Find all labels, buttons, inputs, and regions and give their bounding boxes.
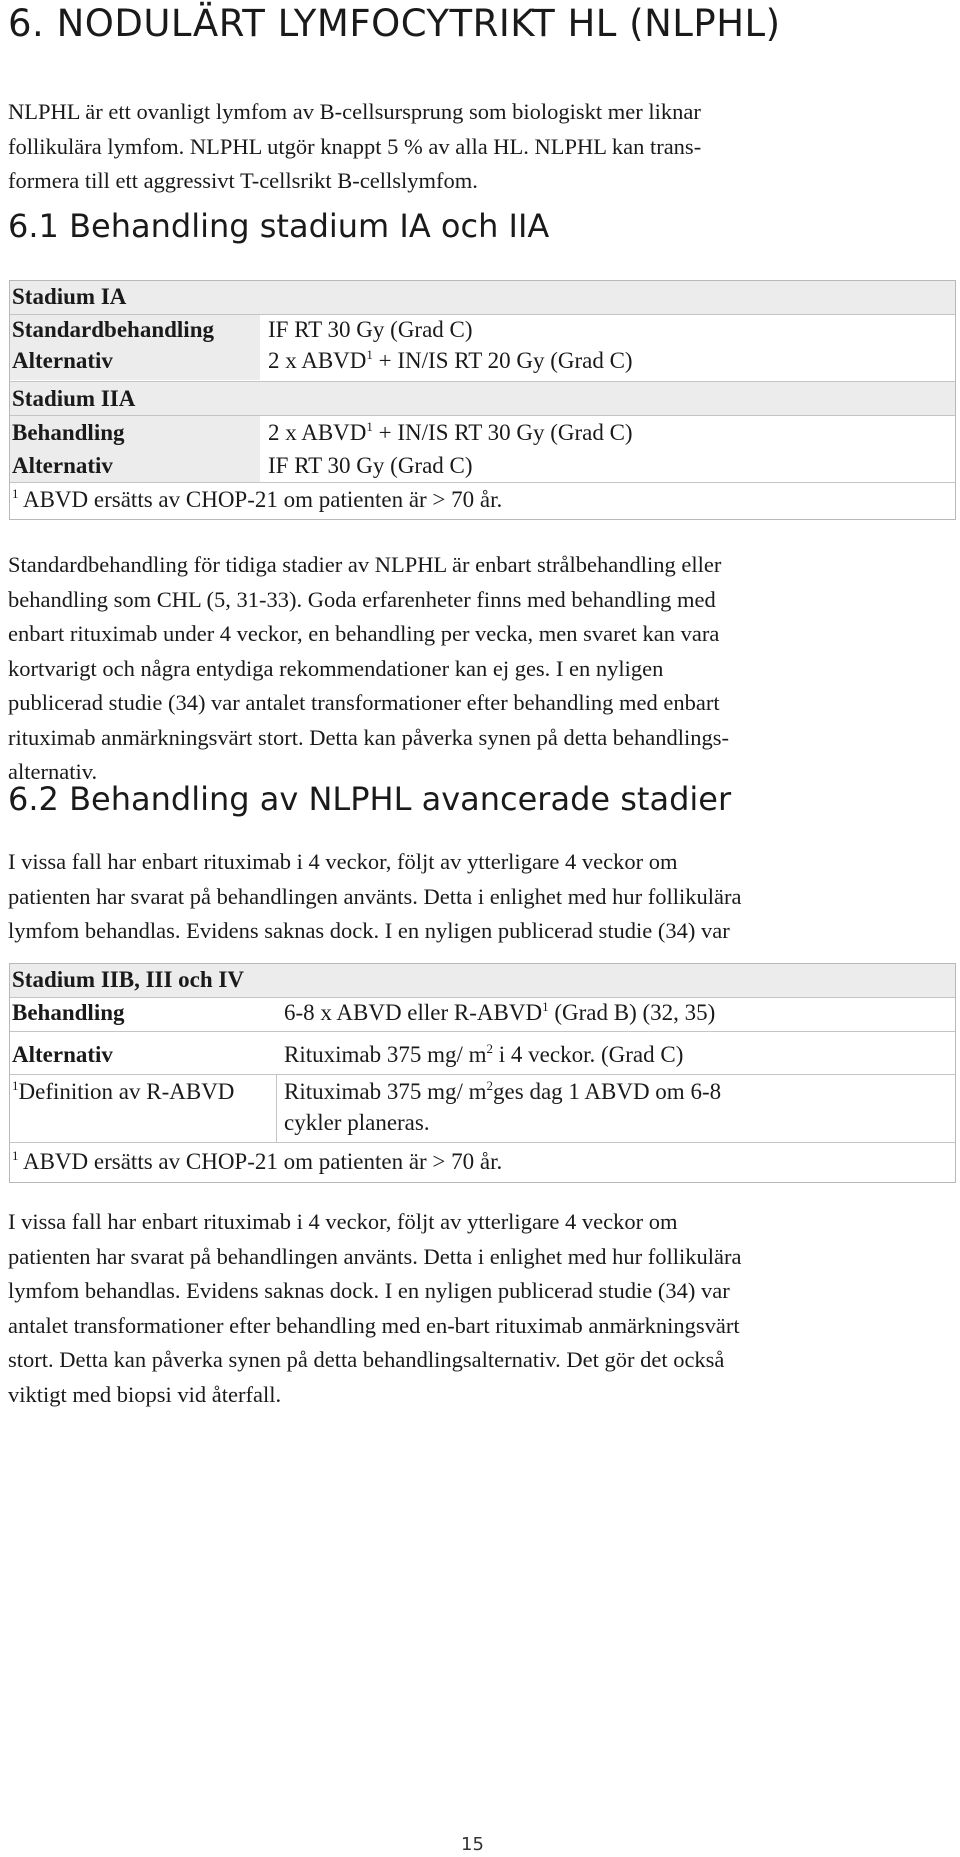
closing-paragraph — [8, 1205, 956, 1412]
alternativ-value: 2 x $ABVD^1 + IN/IS$ RT 20 Gy (Grad C) — [268, 347, 633, 373]
stadium-iia-label: Stadium IIA — [12, 386, 136, 411]
paragraph-line: rituximab anmärkningsvärt stort. Detta kan påverka synen på detta behandlings- — [8, 724, 730, 750]
alternativ-label: Alternativ — [12, 453, 113, 478]
table-row-header — [10, 964, 955, 997]
intro-line: NLPHL är ett ovanligt lymfom av B-cellsursprung som biologiskt mer liknar — [8, 99, 701, 124]
paragraph-line: enbart rituximab under 4 veckor, en behandling per vecka, men svaret kan vara — [8, 621, 720, 646]
paragraph-line: alternativ. — [8, 759, 98, 784]
definition-label: $^1$Definition av R-ABVD — [12, 1078, 235, 1104]
paragraph-line: antalet transformationer efter behandling med en-bart rituximab anmärkningsvärt — [8, 1312, 740, 1338]
table-footnote: $^1$ ABVD ersätts av CHOP-21 om patienten är > 70 år. — [12, 486, 503, 512]
chapter-heading: 6. NODULÄRT LYMFOCYTRIKT HL (NLPHL) — [8, 2, 781, 45]
section-6-2-heading: 6.2 Behandling av NLPHL avancerade stadier — [8, 780, 732, 818]
paragraph-line: Standardbehandling för tidiga stadier av NLPHL är enbart strålbehandling eller — [8, 552, 722, 577]
standardbehandling-value: IF RT 30 Gy (Grad C) — [268, 317, 473, 342]
paragraph-line: behandling som CHL (5, 31-33). Goda erfarenheter finns med behandling med — [8, 586, 716, 612]
table-divider — [10, 482, 955, 483]
paragraph-line: publicerad studie (34) var antalet transformationer efter behandling med enbart — [8, 690, 720, 715]
stadium-ia-label: Stadium IA — [12, 284, 127, 309]
behandling-label: Behandling — [12, 420, 125, 445]
alternativ-label: Alternativ — [12, 1042, 113, 1067]
paragraph-line: viktigt med biopsi vid återfall. — [8, 1381, 282, 1407]
paragraph-line: patienten har svarat på behandlingen använts. Detta i enlighet med hur follikulära — [8, 883, 742, 909]
section-6-1-paragraph — [8, 548, 956, 790]
stage-header-label: Stadium IIB, III och IV — [12, 967, 244, 992]
paragraph-line: I vissa fall har enbart rituximab i 4 veckor, följt av ytterligare 4 veckor om — [8, 1209, 678, 1234]
paragraph-line: stort. Detta kan påverka synen på detta behandlingsalternativ. Det gör det också — [8, 1347, 725, 1372]
alternativ-label: Alternativ — [12, 348, 113, 373]
behandling-value: 2 x $ABVD^1 + IN/IS$ RT 30 Gy (Grad C) — [268, 419, 633, 445]
table-divider — [10, 1074, 955, 1075]
behandling-label: Behandling — [12, 1000, 125, 1025]
section-6-1-heading: 6.1 Behandling stadium IA och IIA — [8, 207, 550, 245]
alternativ-value: Rituximab 375 mg/ $m^2$ i 4 veckor. (Grad C) — [284, 1041, 684, 1067]
definition-value: Rituximab 375 mg/ $m^2ges$ dag 1 ABVD om 6-8 — [284, 1078, 722, 1104]
paragraph-line: lymfom behandlas. Evidens saknas dock. I en nyligen publicerad studie (34) var — [8, 1278, 730, 1303]
paragraph-line: lymfom behandlas. Evidens saknas dock. I en nyligen publicerad studie (34) var — [8, 918, 730, 943]
table-divider — [10, 1031, 955, 1032]
table-column-divider — [276, 1074, 277, 1142]
paragraph-line: kortvarigt och några entydiga rekommendationer kan ej ges. I en nyligen — [8, 655, 664, 681]
intro-line: follikulära lymfom. NLPHL utgör knappt 5 % av alla HL. NLPHL kan trans- — [8, 133, 702, 159]
stage-ia-iia-table — [9, 280, 956, 520]
table-row-stadium-iia — [10, 382, 955, 415]
table-footnote: $^1$ ABVD ersätts av CHOP-21 om patienten är > 70 år. — [12, 1148, 503, 1174]
intro-paragraph — [8, 95, 956, 199]
paragraph-line: I vissa fall har enbart rituximab i 4 veckor, följt av ytterligare 4 veckor om — [8, 849, 678, 874]
behandling-value: 6-8 x ABVD eller R-ABVD$^1$ (Grad B) (32, 35) — [284, 999, 716, 1025]
alternativ-value: IF RT 30 Gy (Grad C) — [268, 453, 473, 478]
paragraph-line: patienten har svarat på behandlingen använts. Detta i enlighet med hur follikulära — [8, 1243, 742, 1269]
table-divider — [10, 1142, 955, 1143]
page-number: 15 — [461, 1834, 484, 1855]
table-row-stadium-ia — [10, 281, 955, 314]
definition-value-line2: cykler planeras. — [284, 1110, 430, 1135]
section-6-2-paragraph — [8, 845, 956, 949]
stage-iib-iv-table — [9, 963, 956, 1183]
standardbehandling-label: Standardbehandling — [12, 317, 214, 342]
intro-line: formera till ett aggressivt T-cellsrikt B-cellslymfom. — [8, 168, 478, 193]
